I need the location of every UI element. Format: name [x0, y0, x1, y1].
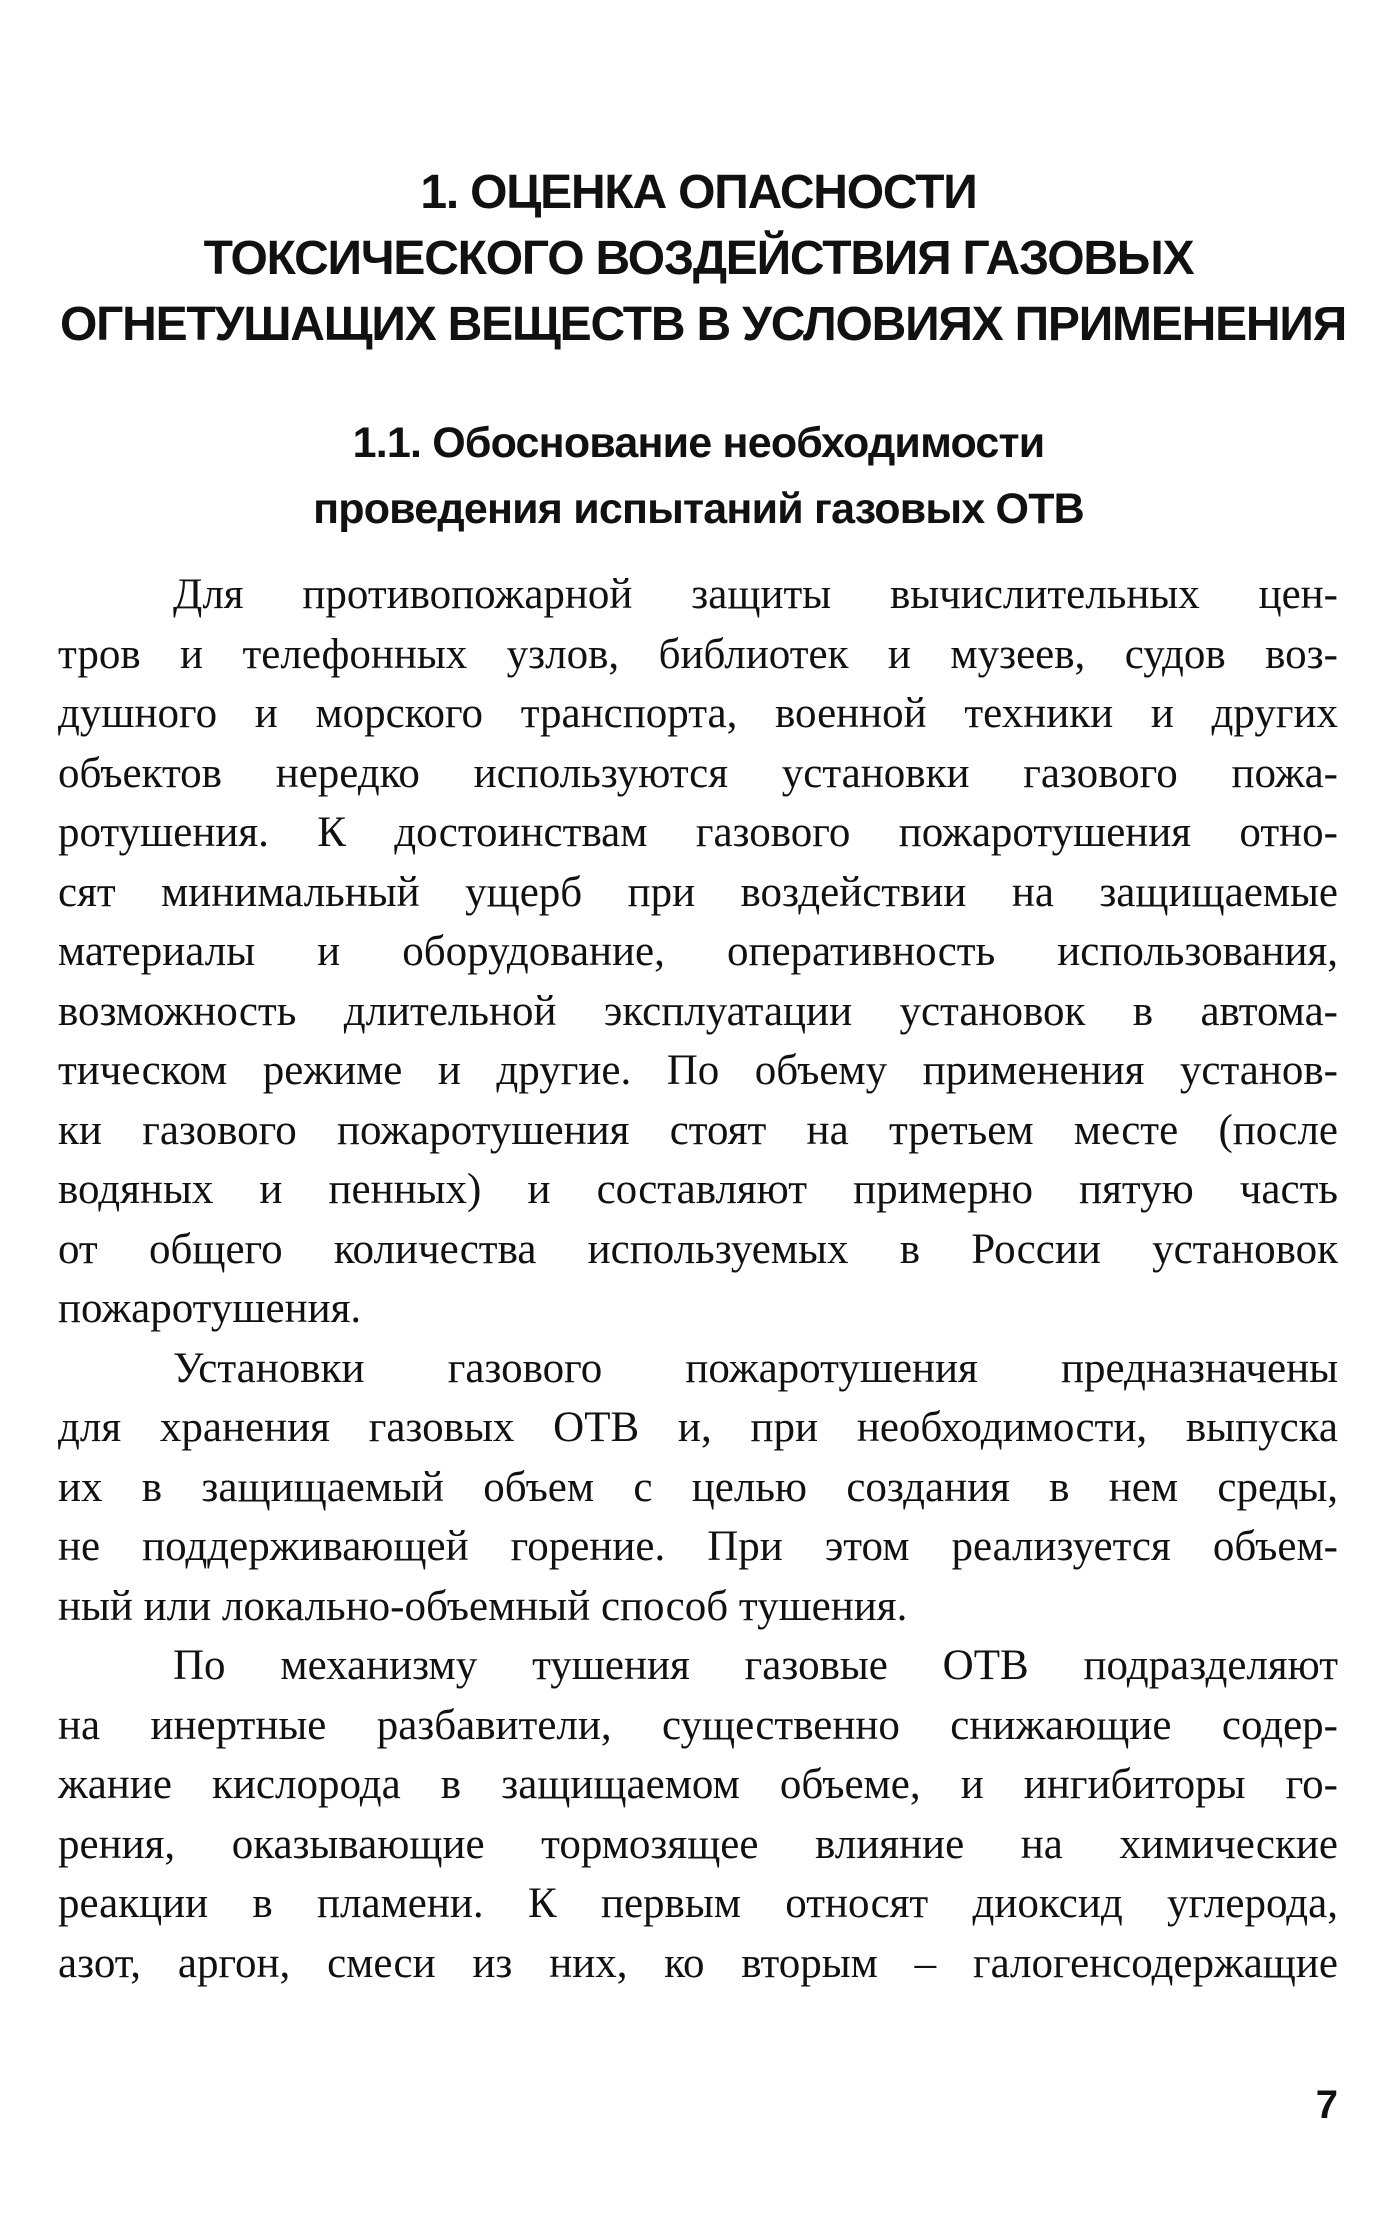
- text-line: ки газового пожаротушения стоят на третьем месте (после: [58, 1106, 1338, 1154]
- text-line: Установки газового пожаротушения предназначены: [173, 1344, 1338, 1392]
- text-line: от общего количества используемых в России установок: [58, 1225, 1338, 1273]
- text-line: тическом режиме и другие. По объему применения установ-: [58, 1047, 1338, 1094]
- chapter-title: [60, 160, 1346, 358]
- chapter-title-line: 1. ОЦЕНКА ОПАСНОСТИ: [420, 166, 977, 219]
- paragraph: [58, 565, 1338, 1339]
- text-line: ный или локально-объемный способ тушения.: [58, 1582, 908, 1630]
- text-line: на инертные разбавители, существенно снижающие содер-: [58, 1701, 1338, 1749]
- chapter-title-line: ОГНЕТУШАЩИХ ВЕЩЕСТВ В УСЛОВИЯХ ПРИМЕНЕНИЯ: [60, 298, 1346, 351]
- text-line: сят минимальный ущерб при воздействии на защищаемые: [58, 868, 1338, 916]
- text-line: ротушения. К достоинствам газового пожаротушения отно-: [58, 809, 1338, 856]
- text-line: пожаротушения.: [58, 1285, 362, 1332]
- section-title: [60, 410, 1337, 542]
- section-title-line: 1.1. Обоснование необходимости: [352, 419, 1045, 467]
- text-line: тров и телефонных узлов, библиотек и музеев, судов воз-: [58, 630, 1338, 678]
- text-line: объектов нередко используются установки газового пожа-: [58, 749, 1338, 797]
- paragraph: [58, 1339, 1338, 1637]
- text-line: азот, аргон, смеси из них, ко вторым – галогенсодержащие: [58, 1939, 1338, 1987]
- section-title-line: проведения испытаний газовых ОТВ: [313, 485, 1084, 533]
- paragraph: [58, 1636, 1338, 1993]
- text-line: По механизму тушения газовые ОТВ подразделяют: [173, 1642, 1338, 1689]
- text-line: водяных и пенных) и составляют примерно пятую часть: [58, 1166, 1338, 1213]
- text-line: их в защищаемый объем с целью создания в нем среды,: [58, 1463, 1338, 1511]
- text-line: возможность длительной эксплуатации установок в автома-: [58, 987, 1338, 1035]
- text-line: душного и морского транспорта, военной техники и других: [58, 690, 1338, 737]
- text-line: реакции в пламени. К первым относят диоксид углерода,: [58, 1880, 1338, 1927]
- text-line: для хранения газовых ОТВ и, при необходимости, выпуска: [58, 1404, 1338, 1451]
- text-line: материалы и оборудование, оперативность использования,: [58, 928, 1338, 975]
- page-number: 7: [1315, 2083, 1338, 2127]
- text-line: рения, оказывающие тормозящее влияние на химические: [58, 1820, 1338, 1868]
- body-text: [58, 565, 1338, 1993]
- text-line: Для противопожарной защиты вычислительных цен-: [173, 571, 1338, 618]
- text-line: жание кислорода в защищаемом объеме, и ингибиторы го-: [58, 1761, 1338, 1808]
- chapter-title-line: ТОКСИЧЕСКОГО ВОЗДЕЙСТВИЯ ГАЗОВЫХ: [203, 232, 1194, 285]
- text-line: не поддерживающей горение. При этом реализуется объем-: [58, 1523, 1338, 1570]
